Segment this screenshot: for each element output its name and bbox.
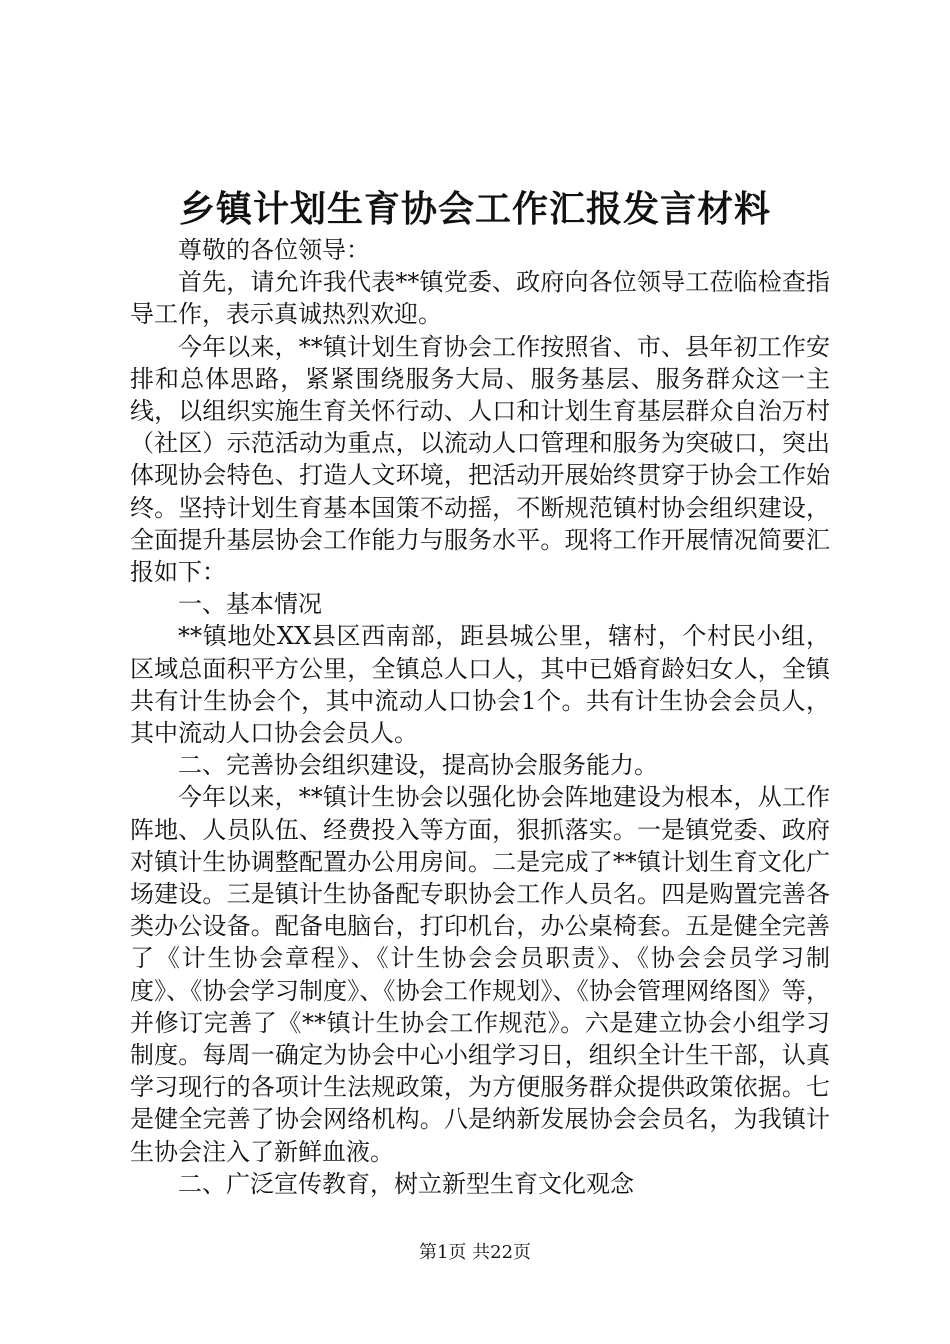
- welcome-paragraph: 首先，请允许我代表**镇党委、政府向各位领导工莅临检查指导工作，表示真诚热烈欢迎。: [130, 268, 830, 329]
- document-title: 乡镇计划生育协会工作汇报发言材料: [178, 188, 771, 230]
- section-heading-basic: 一、基本情况: [178, 590, 322, 619]
- section-heading-publicity: 二、广泛宣传教育，树立新型生育文化观念: [178, 1169, 634, 1198]
- page-number-footer: 第1页 共22页: [418, 1242, 532, 1263]
- basic-info-paragraph: **镇地处XX县区西南部，距县城公里，辖村，个村民小组，区域总面积平方公里，全镇总人口人，其中已婚育龄妇女人，全镇共有计生协会个，其中流动人口协会1个。共有计生协会会员人，其中流动人口协会会员人。: [130, 622, 830, 748]
- organization-paragraph: 今年以来，**镇计生协会以强化协会阵地建设为根本，从工作阵地、人员队伍、经费投入等方面，狠抓落实。一是镇党委、政府对镇计生协调整配置办公用房间。二是完成了**镇计划生育文化广场建设。三是镇计生协备配专职协会工作人员名。四是购置完善各类办公设备。配备电脑台，打印机台，办公桌椅套。五是健全完善了《计生协会章程》、《计生协会会员职责》、《协会会员学习制度》、《协会学习制度》、《协会工作规划》、《协会管理网络图》等，并修订完善了《**镇计生协会工作规范》。六是建立协会小组学习制度。每周一确定为协会中心小组学习日，组织全计生干部，认真学习现行的各项计生法规政策，为方便服务群众提供政策依据。七是健全完善了协会网络机构。八是纳新发展协会会员名，为我镇计生协会注入了新鲜血液。: [130, 783, 830, 1166]
- document-body: [130, 234, 830, 1200]
- overview-paragraph: 今年以来，**镇计划生育协会工作按照省、市、县年初工作安排和总体思路，紧紧围绕服务大局、服务基层、服务群众这一主线，以组织实施生育关怀行动、人口和计划生育基层群众自治万村（社区）示范活动为重点，以流动人口管理和服务为突破口，突出体现协会特色、打造人文环境，把活动开展始终贯穿于协会工作始终。坚持计划生育基本国策不动摇，不断规范镇村协会组织建设，全面提升基层协会工作能力与服务水平。现将工作开展情况简要汇报如下：: [130, 332, 830, 587]
- section-heading-organization: 二、完善协会组织建设，提高协会服务能力。: [178, 751, 658, 780]
- salutation-paragraph: 尊敬的各位领导：: [178, 236, 370, 264]
